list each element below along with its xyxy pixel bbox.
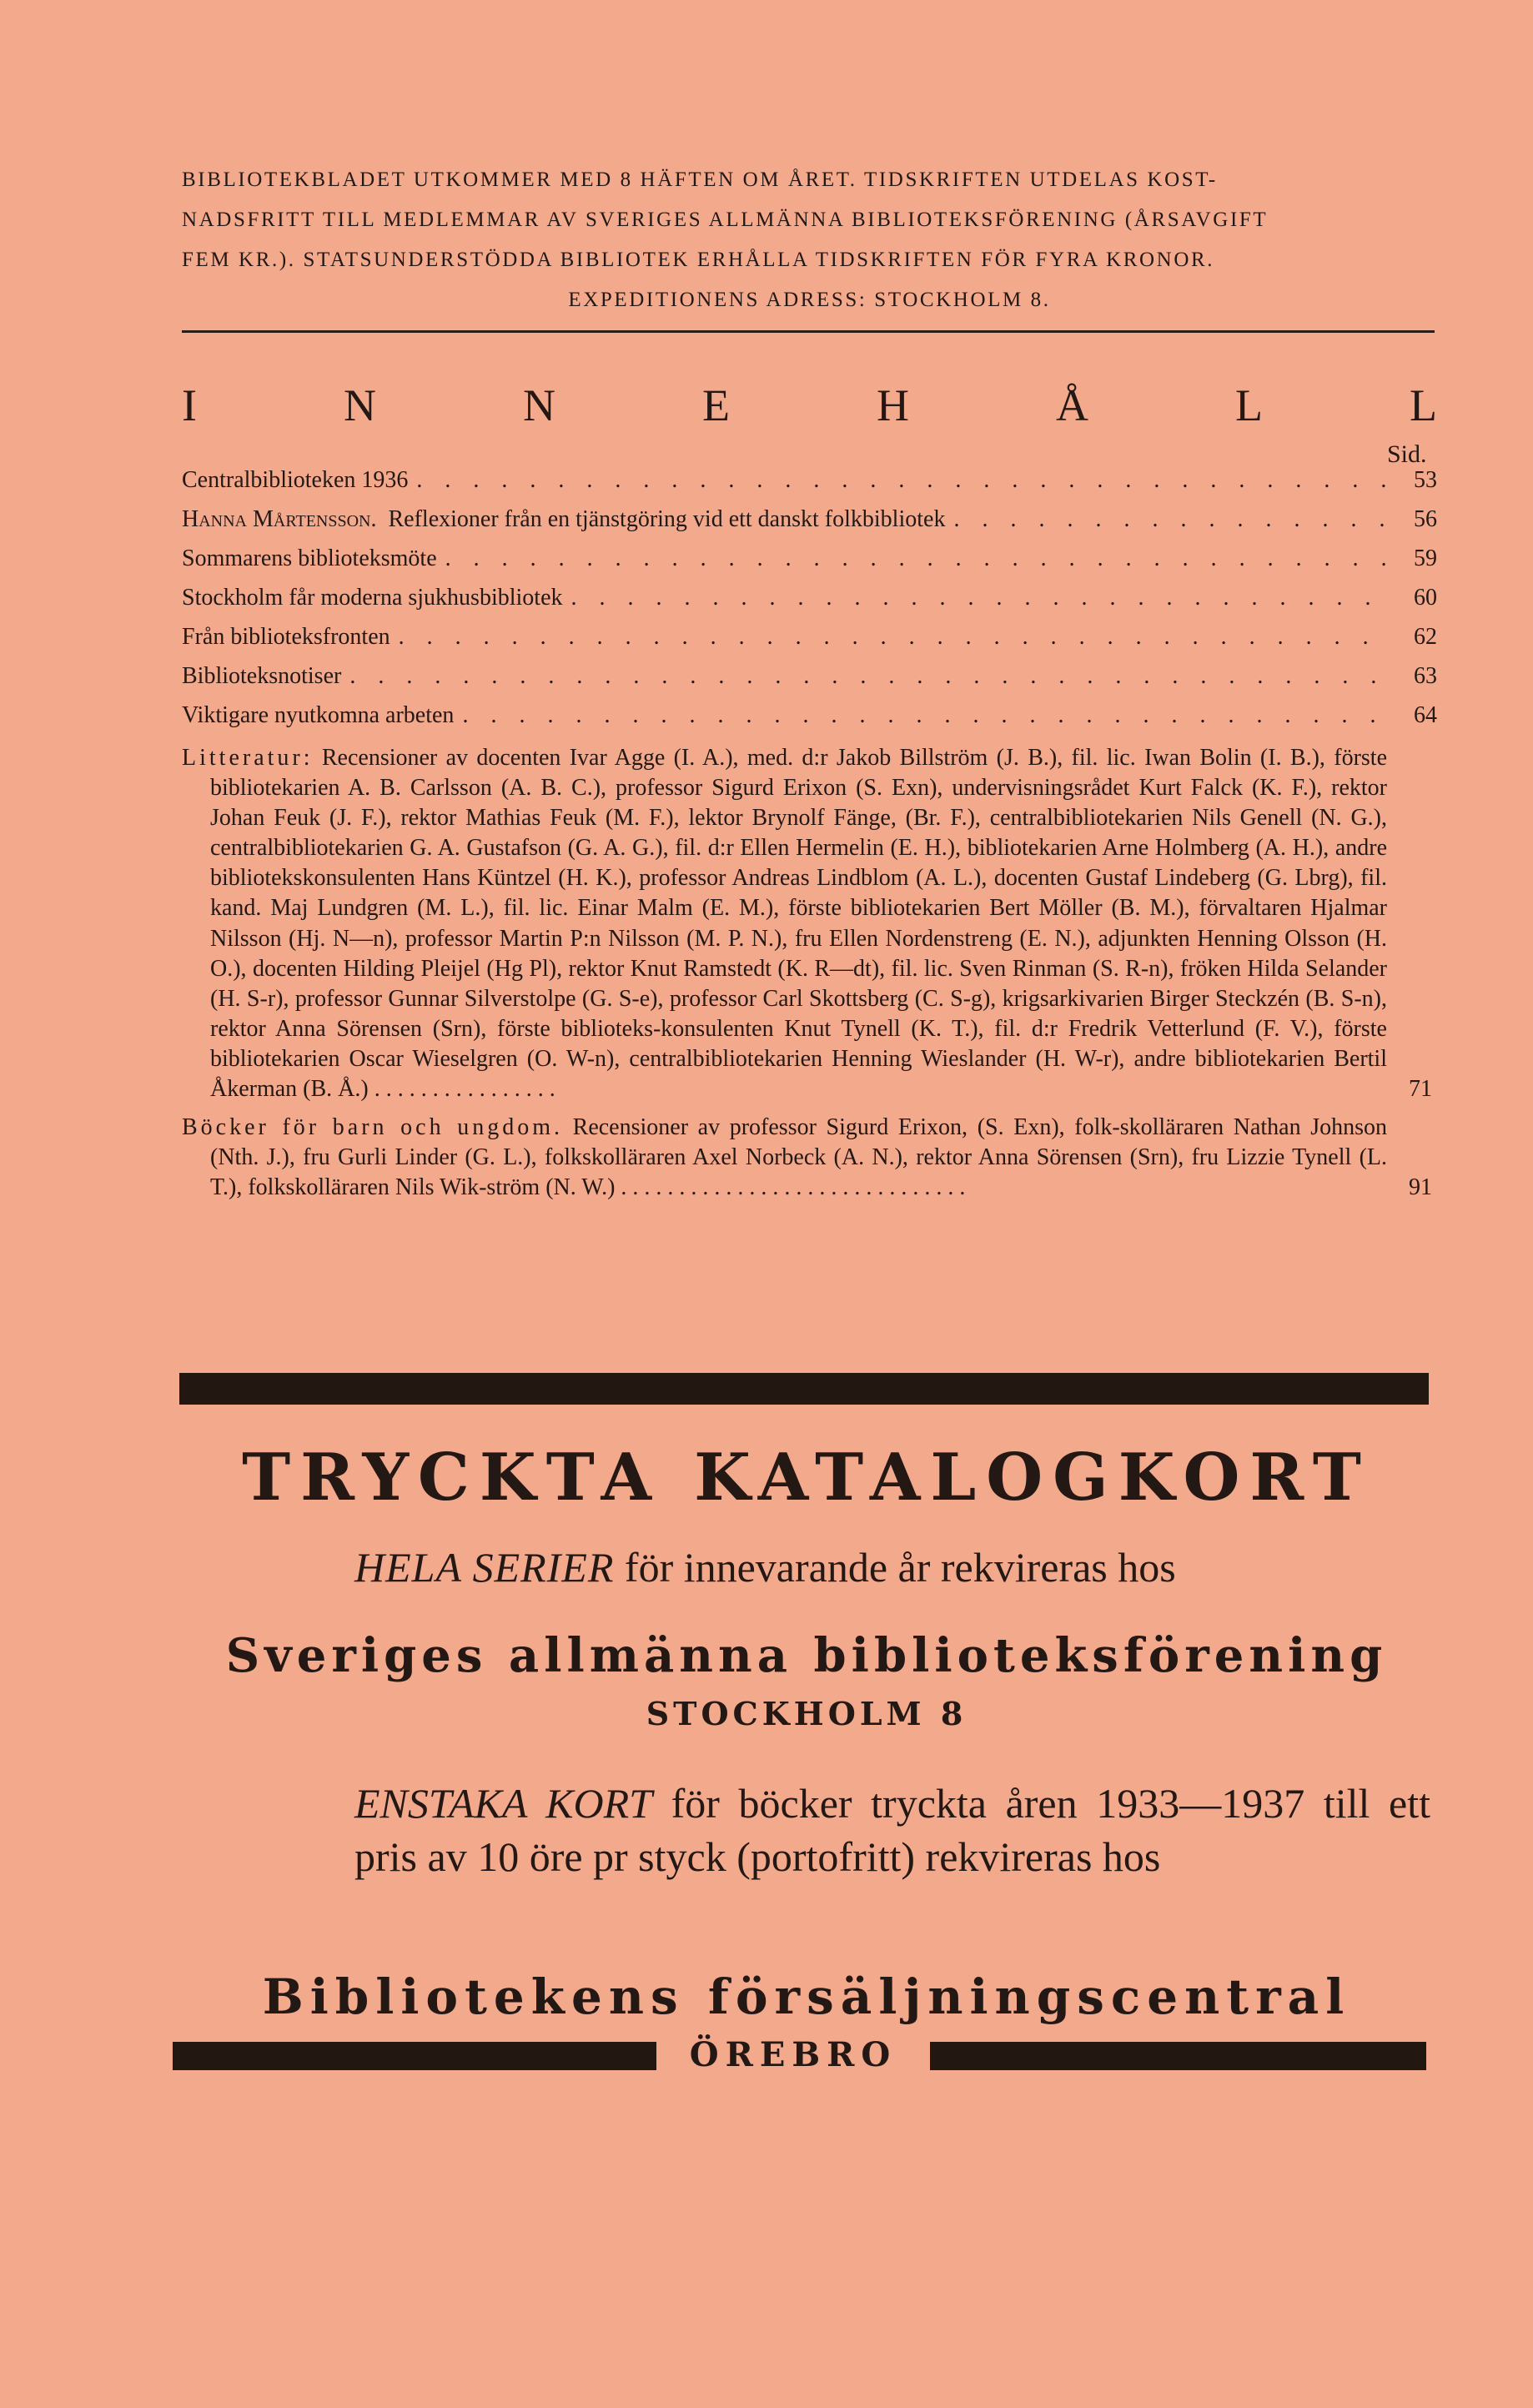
page-column-label: Sid. bbox=[1387, 440, 1427, 468]
toc-title: Reflexioner från en tjänstgöring vid ett danskt folkbibliotek bbox=[388, 506, 946, 532]
toc-title: Från biblioteksfronten bbox=[182, 624, 390, 650]
heading-letter: L bbox=[1409, 380, 1437, 430]
heading-letter: L bbox=[1234, 380, 1263, 430]
notice-line: EXPEDITIONENS ADRESS: STOCKHOLM 8. bbox=[568, 289, 1051, 311]
toc-entry bbox=[182, 545, 1437, 585]
black-bar-right bbox=[930, 2042, 1426, 2070]
toc-title: Stockholm får moderna sjukhusbibliotek bbox=[182, 585, 563, 611]
section-text: Recensioner av professor Sigurd Erixon, (S. Exn), folk-skollärаren Nathan Johnson (Nth. J.), fru Gurli Linder (G. L.), folkskollärаren Axel Norbeck (A. N.), rektor Anna Sörensen (Srn), fru Lizzie Tynell (L. T.), folkskollärаren Nils Wik-ström (N. W.) . . . . . . . . . . . . . . . . . . . . . . . . . . . . . . bbox=[210, 1114, 1388, 1201]
ad-organization: Sveriges allmänna biblioteksförening bbox=[225, 1628, 1388, 1683]
ad-sales-central: Bibliotekens försäljningscentral bbox=[262, 1968, 1351, 2025]
toc-page: 56 bbox=[1414, 506, 1437, 532]
toc-author: Hanna Mårtensson. bbox=[182, 506, 377, 532]
table-of-contents bbox=[182, 467, 1437, 1203]
toc-entry bbox=[182, 624, 1437, 663]
toc-page: 53 bbox=[1414, 467, 1437, 493]
heading-letter: E bbox=[701, 380, 730, 430]
toc-title: Sommarens biblioteksmöte bbox=[182, 545, 437, 571]
leader-dots bbox=[399, 624, 1391, 651]
leader-dots bbox=[571, 585, 1392, 611]
toc-entry bbox=[182, 585, 1437, 624]
toc-page: 60 bbox=[1414, 585, 1437, 611]
ad-series-italic: HELA SERIER bbox=[354, 1544, 615, 1591]
toc-entry bbox=[182, 702, 1437, 742]
heading-letter: Å bbox=[1055, 380, 1088, 430]
black-bar-left bbox=[173, 2042, 656, 2070]
notice-line: FEM KR.). STATSUNDERSTÖDDA BIBLIOTEK ERHÅLLA TIDSKRIFTEN FÖR FYRA KRONOR. bbox=[182, 249, 1215, 271]
leader-dots bbox=[445, 545, 1391, 572]
toc-page: 59 bbox=[1414, 545, 1437, 571]
bocker-section: Böcker för barn och ungdom. Recensioner av professor Sigurd Erixon, (S. Exn), folk-skollärаren Nathan Johnson (Nth. J.), fru Gurli Linder (G. L.), folkskollärаren Axel Norbeck (A. N.), rektor Anna Sörensen (Srn), fru Lizzie Tynell (L. T.), folkskollärаren Nils Wik-ström (N. W.) . . . . . . . . . . . . . . . . . . . . . . . . . . . . . . 91 bbox=[182, 1114, 1432, 1201]
heading-letter: H bbox=[876, 380, 909, 430]
subscription-notice bbox=[182, 160, 1437, 320]
toc-entry bbox=[182, 506, 1437, 545]
ad-title: TRYCKTA KATALOGKORT bbox=[242, 1440, 1371, 1516]
divider-rule bbox=[182, 330, 1435, 333]
toc-page: 64 bbox=[1414, 702, 1437, 728]
black-bar bbox=[179, 1373, 1429, 1405]
leader-dots bbox=[953, 506, 1391, 533]
section-text: Recensioner av docenten Ivar Agge (I. A.), med. d:r Jakob Billström (J. B.), fil. lic. Iwan Bolin (I. B.), förste bibliotekarien A. B. Carlsson (A. B. C.), professor Sigurd Erixon (S. Exn), undervisningsrådet Kurt Falck (K. F.), rektor Johan Feuk (J. F.), rektor Mathias Feuk (M. F.), lektor Brynolf Fänge, (Br. F.), centralbibliotekarien Nils Genell (N. G.), centralbibliotekarien G. A. Gustafson (G. A. G.), fil. d:r Ellen Hermelin (E. H.), bibliotekarien Arne Holmberg (A. H.), andre bibliotekskonsulenten Hans Küntzel (H. K.), professor Andreas Lindblom (A. L.), docenten Gustaf Lindeberg (G. Lbrg), fil. kand. Maj Lundgren (M. L.), fil. lic. Einar Malm (E. M.), förste bibliotekarien Bert Möller (B. M.), förvaltaren Hjalmar Nilsson (Hj. N—n), professor Martin P:n Nilsson (M. P. N.), fru Ellen Nordenstreng (E. N.), adjunkten Henning Olsson (H. O.), docenten Hilding Pleijel (Hg Pl), rektor Knut Ramstedt (K. R—dt), fil. lic. Sven Rinman (S. R-n), fröken Hilda Selander (H. S-r), professor Gunnar Silverstolpe (G. S-e), professor Carl Skottsberg (C. S-g), krigsarkivarien Birger Steckzén (B. S-n), rektor Anna Sörensen (Srn), förste biblioteks-konsulenten Knut Tynell (K. T.), fil. d:r Fredrik Vetterlund (F. V.), förste bibliotekarien Oscar Wieselgren (O. W-n), centralbibliotekarien Henning Wieslander (H. W-r), andre bibliotekarien Bertil Åkerman (B. Å.) . . . . . . . . . . . . . . . . bbox=[210, 745, 1387, 1103]
toc-page: 62 bbox=[1414, 624, 1437, 650]
litteratur-section: Litteratur: Recensioner av docenten Ivar Agge (I. A.), med. d:r Jakob Billström (J. B.), fil. lic. Iwan Bolin (I. B.), förste bibliotekarien A. B. Carlsson (A. B. C.), professor Sigurd Erixon (S. Exn), undervisningsrådet Kurt Falck (K. F.), rektor Johan Feuk (J. F.), rektor Mathias Feuk (M. F.), lektor Brynolf Fänge, (Br. F.), centralbibliotekarien Nils Genell (N. G.), centralbibliotekarien G. A. Gustafson (G. A. G.), fil. d:r Ellen Hermelin (E. H.), bibliotekarien Arne Holmberg (A. H.), andre bibliotekskonsulenten Hans Küntzel (H. K.), professor Andreas Lindblom (A. L.), docenten Gustaf Lindeberg (G. Lbrg), fil. kand. Maj Lundgren (M. L.), fil. lic. Einar Malm (E. M.), förste bibliotekarien Bert Möller (B. M.), förvaltaren Hjalmar Nilsson (Hj. N—n), professor Martin P:n Nilsson (M. P. N.), fru Ellen Nordenstreng (E. N.), adjunkten Henning Olsson (H. O.), docenten Hilding Pleijel (Hg Pl), rektor Knut Ramstedt (K. R—dt), fil. lic. Sven Rinman (S. R-n), fröken Hilda Selander (H. S-r), professor Gunnar Silverstolpe (G. S-e), professor Carl Skottsberg (C. S-g), krigsarkivarien Birger Steckzén (B. S-n), rektor Anna Sörensen (Srn), förste biblioteks-konsulenten Knut Tynell (K. T.), fil. d:r Fredrik Vetterlund (F. V.), förste bibliotekarien Oscar Wieselgren (O. W-n), centralbibliotekarien Henning Wieslander (H. W-r), andre bibliotekarien Bertil Åkerman (B. Å.) . . . . . . . . . . . . . . . . 71 bbox=[182, 745, 1432, 1103]
heading-letter: N bbox=[522, 380, 555, 430]
heading-letter: N bbox=[343, 380, 376, 430]
toc-title: Centralbiblioteken 1936 bbox=[182, 467, 409, 493]
ad-organization-city: STOCKHOLM 8 bbox=[646, 1695, 968, 1732]
ad-single-cards bbox=[354, 1777, 1430, 1883]
contents-heading bbox=[182, 380, 1437, 431]
ad-single-rest: för böcker tryckta åren 1933—1937 till ett pris av 10 öre pr styck (portofritt) rekvireras hos bbox=[354, 1780, 1431, 1880]
heading-letter: I bbox=[182, 380, 197, 430]
ad-series-rest: för innevarande år rekvireras hos bbox=[624, 1544, 1176, 1591]
toc-page: 63 bbox=[1414, 663, 1437, 689]
toc-entry bbox=[182, 467, 1437, 506]
ad-sales-city: ÖREBRO bbox=[689, 2035, 897, 2074]
toc-entry bbox=[182, 663, 1437, 702]
notice-line: NADSFRITT TILL MEDLEMMAR AV SVERIGES ALLMÄNNA BIBLIOTEKSFÖRENING (ÅRSAVGIFT bbox=[182, 209, 1269, 231]
notice-line: BIBLIOTEKBLADET UTKOMMER MED 8 HÄFTEN OM ÅRET. TIDSKRIFTEN UTDELAS KOST- bbox=[182, 168, 1218, 191]
ad-single-italic: ENSTAKA KORT bbox=[354, 1780, 652, 1827]
leader-dots bbox=[416, 467, 1391, 494]
leader-dots bbox=[462, 702, 1391, 729]
leader-dots bbox=[349, 663, 1391, 690]
toc-title: Biblioteksnotiser bbox=[182, 663, 342, 689]
toc-title: Viktigare nyutkomna arbeten bbox=[182, 702, 455, 728]
ad-series-line bbox=[354, 1543, 1430, 1591]
section-label: Litteratur: bbox=[182, 745, 314, 771]
section-label: Böcker för barn och ungdom. bbox=[182, 1114, 563, 1141]
